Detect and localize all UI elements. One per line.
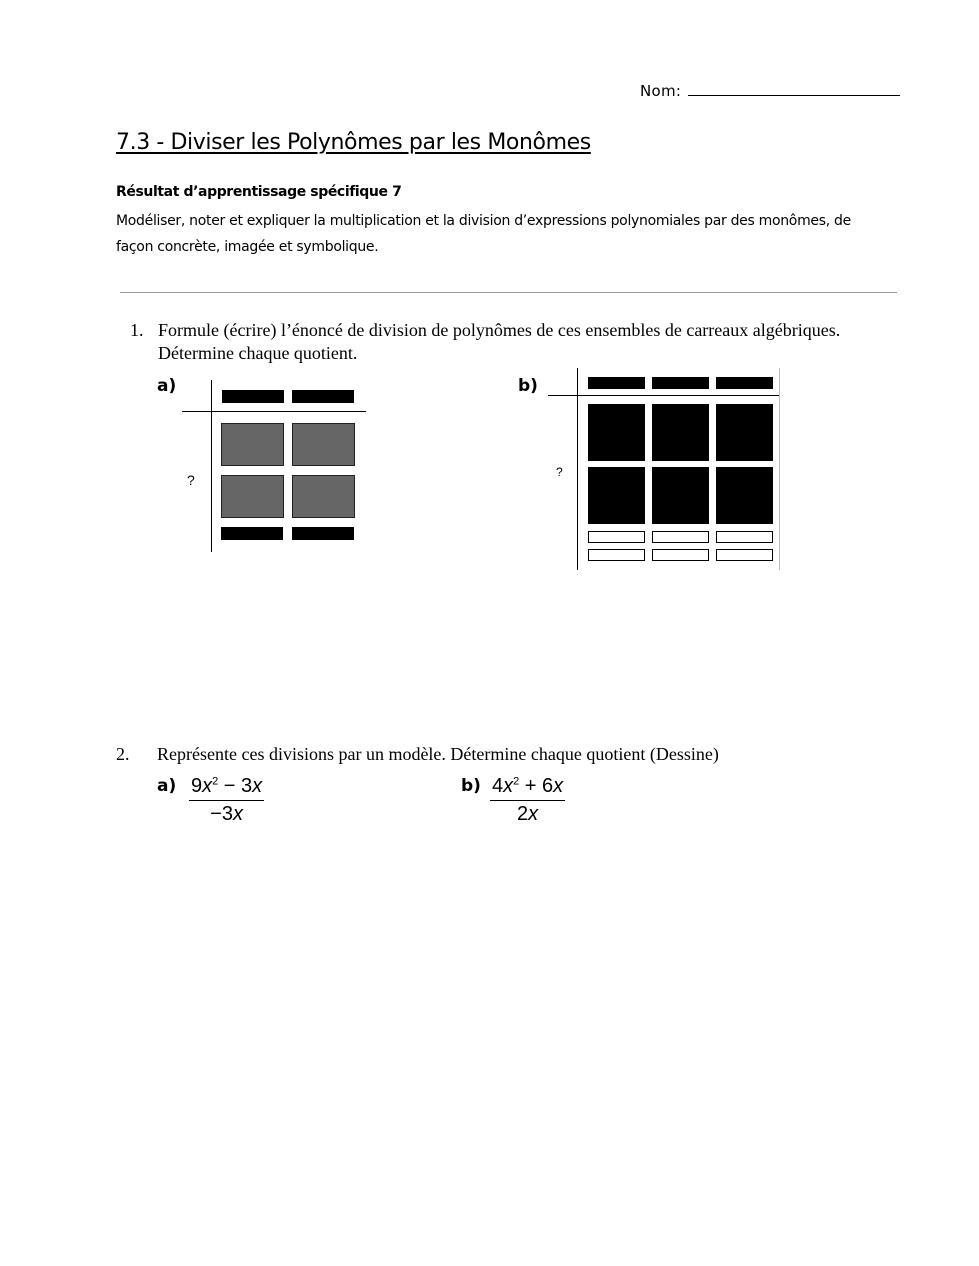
x-squared-tile <box>652 467 709 524</box>
outcome-heading: Résultat d’apprentissage spécifique 7 <box>116 184 402 200</box>
divider <box>120 292 897 293</box>
x-squared-tile <box>292 423 355 466</box>
question-2-text: Représente ces divisions par un modèle. Détermine chaque quotient (Dessine) <box>157 744 719 764</box>
unknown-factor: ? <box>187 472 195 488</box>
unknown-factor: ? <box>556 465 563 479</box>
tile-model-b <box>548 368 784 572</box>
question-1-number: 1. <box>130 320 144 340</box>
x-squared-tile <box>716 404 773 461</box>
x-squared-tile <box>221 423 284 466</box>
fraction-2b <box>490 775 565 826</box>
page-title: 7.3 - Diviser les Polynômes par les Monômes <box>116 130 591 155</box>
horizontal-axis <box>182 411 366 412</box>
negative-x-tile <box>652 549 709 561</box>
x-squared-tile <box>221 475 284 518</box>
question-2a-label: a) <box>157 776 177 796</box>
x-tile <box>292 527 354 540</box>
denominator: −3x <box>210 803 243 825</box>
x-tile <box>588 377 645 389</box>
numerator: $4x^2 + 6x$ <box>490 775 565 801</box>
name-label: Nom: <box>640 82 682 100</box>
x-tile <box>292 390 354 403</box>
tile-model-a <box>182 380 372 555</box>
negative-x-tile <box>588 531 645 543</box>
negative-x-tile <box>652 531 709 543</box>
x-squared-tile <box>652 404 709 461</box>
question-1-text: Formule (écrire) l’énoncé de division de polynômes de ces ensembles de carreaux algébriques. Détermine chaque quotient. <box>158 320 841 363</box>
vertical-axis <box>577 368 578 570</box>
outcome-text: Modéliser, noter et expliquer la multiplication et la division d’expressions polynomiales par des monômes, de façon concrète, imagée et symbolique. <box>116 213 851 255</box>
x-squared-tile <box>292 475 355 518</box>
x-tile <box>652 377 709 389</box>
x-tile <box>221 527 283 540</box>
x-squared-tile <box>588 467 645 524</box>
x-squared-tile <box>588 404 645 461</box>
x-squared-tile <box>716 467 773 524</box>
question-2-number: 2. <box>116 744 130 764</box>
x-tile <box>716 377 773 389</box>
negative-x-tile <box>588 549 645 561</box>
horizontal-axis <box>548 395 780 396</box>
question-1a-label: a) <box>157 376 177 396</box>
negative-x-tile <box>716 531 773 543</box>
numerator: $9x^2 - 3x$ <box>189 775 264 801</box>
vertical-axis <box>211 380 212 552</box>
fraction-2a <box>189 775 264 826</box>
denominator: 2x <box>517 803 539 825</box>
negative-x-tile <box>716 549 773 561</box>
name-field[interactable] <box>688 95 900 96</box>
x-tile <box>222 390 284 403</box>
question-2b-label: b) <box>461 776 481 796</box>
frame-edge <box>779 368 780 570</box>
question-1b-label: b) <box>518 376 538 396</box>
